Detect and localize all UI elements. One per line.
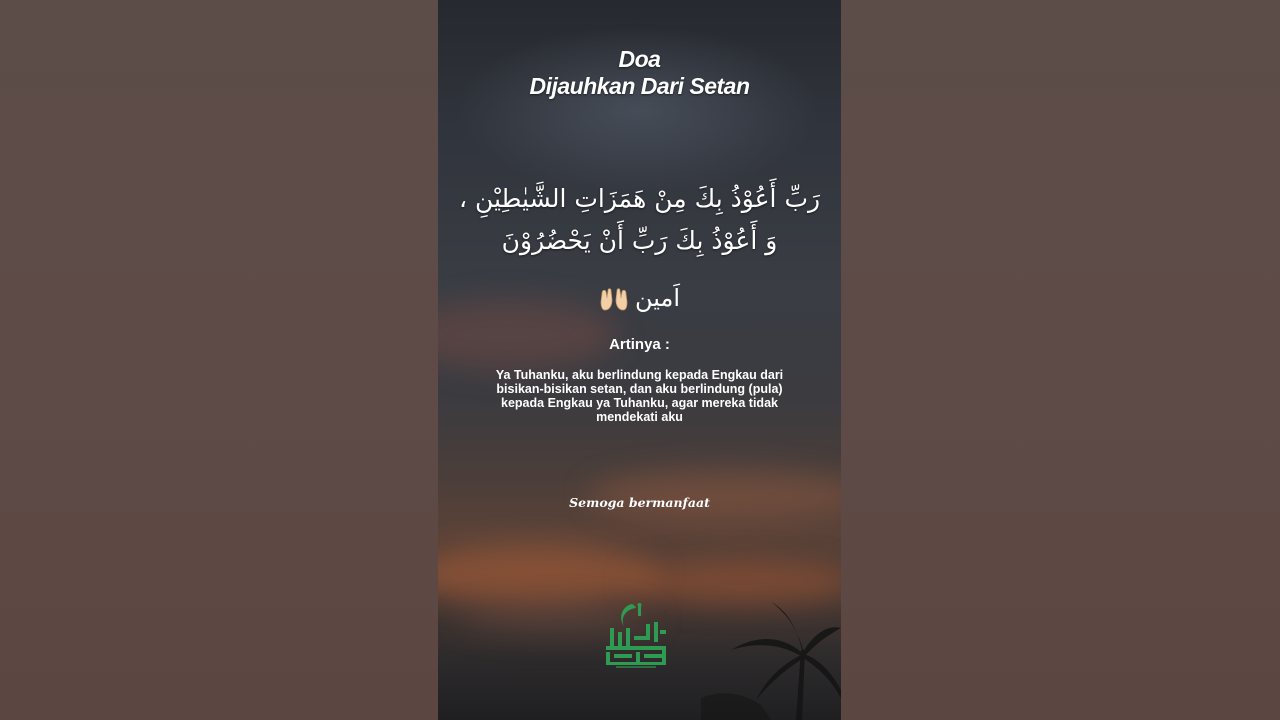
arabic-line-2: وَ أَعُوْذُ بِكَ رَبِّ أَنْ يَحْضُرُوْنَ bbox=[501, 226, 778, 255]
arabic-prayer-text bbox=[448, 178, 831, 262]
palm-tree-silhouette bbox=[701, 580, 841, 720]
right-blurred-backdrop bbox=[841, 0, 1280, 720]
translation-text: Ya Tuhanku, aku berlindung kepada Engkau dari bisikan-bisikan setan, dan aku berlindung (pula) kepada Engkau ya Tuhanku, agar mereka tidak mendekati aku bbox=[495, 368, 784, 424]
amin-line bbox=[438, 278, 841, 318]
short-video-frame[interactable] bbox=[438, 0, 841, 720]
arabic-line-1: رَبِّ أَعُوْذُ بِكَ مِنْ هَمَزَاتِ الشَّيٰطِيْنِ ، bbox=[458, 184, 821, 213]
left-blurred-backdrop bbox=[0, 0, 438, 720]
translation-heading: Artinya : bbox=[609, 336, 670, 353]
page-title bbox=[438, 46, 841, 100]
tarikh-islam-logo-icon bbox=[600, 600, 672, 670]
cloud-glow bbox=[438, 545, 658, 605]
closing-text: Semoga bermanfaat bbox=[569, 495, 710, 510]
title-line-2: Dijauhkan Dari Setan bbox=[529, 73, 750, 99]
title-line-1: Doa bbox=[618, 46, 661, 72]
amin-word: اَمين bbox=[634, 284, 681, 312]
praying-hands-icon bbox=[599, 286, 629, 312]
